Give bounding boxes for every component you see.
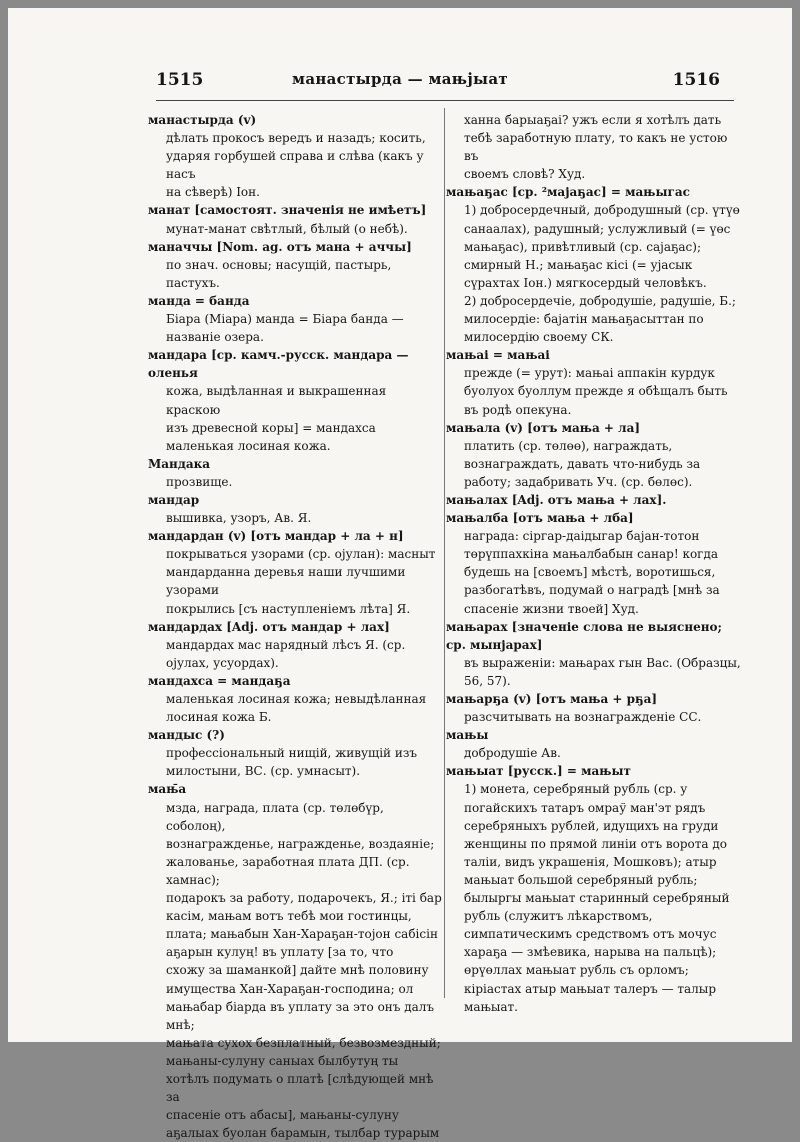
entry-definition-line: кіріастах атыр мањыат талеръ — талыр bbox=[464, 981, 717, 996]
entry-definition-line: плата; мањабын Хан-Хараҕан-тојон сабісін аҕарын кулуң! въ уплату [за то, что bbox=[166, 927, 438, 960]
entry-definition-line: маленькая лосиная кожа; невыдѣланная лосиная кожа Б. bbox=[166, 692, 427, 725]
dictionary-entry bbox=[446, 111, 742, 183]
dictionary-entry bbox=[148, 201, 444, 237]
header-rule bbox=[156, 100, 734, 101]
entry-definition-line: схожу за шаманкой] дайте мнѣ половину имущества Хан-Хараҕан-господина; ол мањабар біарда въ уплату за это онъ далъ мнѣ; bbox=[166, 963, 435, 1032]
entry-definition-line: прозвище. bbox=[166, 474, 233, 489]
dictionary-entry bbox=[148, 455, 444, 491]
entry-definition-line: мањата сухох безплатный, безвозмездный; bbox=[166, 1035, 441, 1050]
dictionary-entry bbox=[148, 491, 444, 527]
right-page-number: 1516 bbox=[672, 70, 720, 90]
entry-definition-line: касім, мањам вотъ тебѣ мои гостинцы, bbox=[166, 909, 412, 924]
dictionary-entry bbox=[446, 491, 742, 509]
entry-definition-line: ударяя горбушей справа и слѣва (какъ у насъ bbox=[166, 149, 424, 182]
entry-definition-line: мањаны-сулуну саныах былбутуң ты bbox=[166, 1053, 399, 1068]
dictionary-entry bbox=[148, 618, 444, 672]
entry-definition-line: хотѣлъ подумать о платѣ [слѣдующей мнѣ за bbox=[166, 1071, 434, 1105]
entry-headword: мандар bbox=[148, 492, 200, 507]
entry-headword: манастырда (v) bbox=[148, 113, 257, 127]
entry-headword: Мандака bbox=[148, 456, 211, 471]
dictionary-entry bbox=[148, 780, 444, 1142]
entry-definition-line: мањаҕас), привѣтливый (ср. сајаҕас); смирный Н.; мањаҕас кісі (= ујасык сүрахтах Іон.) мягкосердый человѣкъ. bbox=[464, 239, 707, 290]
entry-definition-line: маленькая лосиная кожа. bbox=[166, 438, 331, 453]
dictionary-entry bbox=[446, 509, 742, 618]
entry-definition-line: буолуох буоллум прежде я обѣщалъ быть bbox=[464, 384, 728, 399]
dictionary-entry bbox=[148, 672, 444, 726]
dictionary-entry bbox=[446, 762, 742, 1015]
entry-headword: мандара [ср. камч.-русск. мандара — оленья bbox=[148, 348, 409, 381]
dictionary-entry bbox=[148, 346, 444, 455]
entry-headword: мањарҕа (v) [отъ мања + рҕа] bbox=[446, 692, 658, 706]
entry-definition-line: въ выраженіи: мањарах гын Вас. (Образцы, bbox=[464, 655, 741, 670]
entry-definition-line: вознагражденье, награжденье, воздаяніе; жалованье, заработная плата ДП. (ср. хамнас); bbox=[166, 836, 435, 887]
entry-headword: мањы bbox=[446, 728, 489, 743]
entry-definition-line: прежде (= урут): мањаі аппакін курдук bbox=[464, 366, 715, 381]
left-column bbox=[148, 111, 444, 1142]
entry-definition-line: тебѣ заработную плату, то какъ не устою въ bbox=[464, 131, 728, 164]
dictionary-page bbox=[8, 8, 792, 1141]
entry-definition-line: изъ древесной коры] = мандахса bbox=[166, 420, 376, 435]
entry-definition-line: санаалах), радушный; услужливый (= үөс bbox=[464, 221, 731, 236]
entry-definition-line: вышивка, узоръ, Ав. Я. bbox=[166, 511, 312, 526]
entry-headword: манда = банда bbox=[148, 293, 250, 308]
dictionary-entry bbox=[446, 618, 742, 690]
entry-definition-line: названіе озера. bbox=[166, 330, 264, 345]
dictionary-entry bbox=[446, 419, 742, 491]
entry-definition-line: на сѣверѣ) Іон. bbox=[166, 185, 260, 200]
running-title: манастырда — мањјыат bbox=[291, 70, 508, 88]
entry-definition-line: въ родѣ опекуна. bbox=[464, 402, 572, 417]
entry-headword: мандардах [Adj. отъ мандар + лах] bbox=[148, 619, 390, 634]
dictionary-entry bbox=[148, 292, 444, 346]
entry-headword: мањалах [Adj. отъ мања + лах]. bbox=[446, 492, 667, 507]
page-header bbox=[8, 70, 792, 94]
entry-definition-line: добродушіе Ав. bbox=[464, 746, 561, 761]
dictionary-entry bbox=[148, 726, 444, 780]
entry-definition-line: ханна барыаҕаі? ужъ если я хотѣлъ дать bbox=[464, 113, 722, 127]
entry-definition-line: 1) монета, серебряный рубль (ср. у погайскихъ татаръ омраў ман'эт рядъ серебряныхъ рублей, идущихъ на груди женщины по прямой линіи отъ ворота до таліи, видъ украшенія, Мошковъ); атыр мањыат большой серебряный рубль; былыргы мањыат старинный серебряный рубль (служитъ лѣкарствомъ, симпатическимъ средствомъ отъ мочус хараҕа — змѣевика, нарыва на пальцѣ); өрүөллах мањыат рубль съ орломъ; bbox=[464, 782, 730, 978]
entry-definition-line: по знач. основы; насущій, пастырь, пастухъ. bbox=[166, 257, 392, 290]
entry-headword: мандардан (v) [отъ мандар + ла + н] bbox=[148, 529, 404, 544]
dictionary-entry bbox=[446, 183, 742, 346]
entry-definition-line: награда: сіргар-даідыгар бајан-тотон төрүппахкіна мањалбабын санар! когда будешь на [своемъ] мѣстѣ, воротишься, разбогатѣвъ, подумай о наградѣ [мнѣ за спасеніе жизни твоей] Худ. bbox=[464, 529, 720, 616]
entry-headword: мандыс (?) bbox=[148, 728, 225, 743]
entry-definition-line: профессіональный нищій, живущій изъ милостыни, ВС. (ср. умнасыт). bbox=[166, 746, 418, 779]
entry-definition-line: покрываться узорами (ср. ојулан): масныт bbox=[166, 547, 436, 562]
entry-headword: манат [самостоят. значенія не имѣетъ] bbox=[148, 203, 427, 218]
entry-headword: мањала (v) [отъ мања + ла] bbox=[446, 420, 641, 435]
entry-headword: мањ̄а bbox=[148, 782, 187, 797]
entry-definition-line: мандардах мас нарядный лѣсъ Я. (ср. ојулах, усуордах). bbox=[166, 637, 406, 670]
entry-headword: мањаҕас [ср. ²мајаҕас] = мањыгас bbox=[446, 185, 690, 200]
entry-definition-line: спасеніе отъ абасы], мањаны-сулуну аҕалыах буолан барамын, тылбар турарым bbox=[166, 1108, 440, 1141]
entry-definition-line: 1) добросердечный, добродушный (ср. үтүө bbox=[464, 203, 740, 218]
dictionary-entry bbox=[446, 726, 742, 762]
entry-definition-line: мзда, награда, плата (ср. төлөбүр, соболоң), bbox=[166, 800, 384, 833]
right-column bbox=[446, 111, 742, 1016]
entry-headword: мањалба [отъ мања + лба] bbox=[446, 511, 634, 526]
entry-definition-line: своемъ словѣ? Худ. bbox=[464, 167, 586, 182]
entry-definition-line: мунат-манат свѣтлый, бѣлый (о небѣ). bbox=[166, 221, 408, 236]
dictionary-entry bbox=[446, 690, 742, 726]
entry-definition-line: платить (ср. төлөө), награждать, вознаграждать, давать что-нибудь за работу; задабривать Уч. (ср. бөлөс). bbox=[464, 438, 701, 489]
entry-definition-line: 56, 57). bbox=[464, 673, 511, 688]
dictionary-entry bbox=[148, 527, 444, 617]
column-divider bbox=[444, 108, 445, 998]
entry-definition-line: 2) добросердечіе, добродушіе, радушіе, Б.; милосердіе: бајатін мањаҕасыттан по милосердію своему СК. bbox=[464, 293, 736, 345]
entry-headword: мањаі = мањаі bbox=[446, 348, 550, 363]
entry-definition-line: кожа, выдѣланная и выкрашенная краскою bbox=[166, 384, 387, 417]
entry-definition-line: дѣлать прокосъ вередъ и назадъ; косить, bbox=[166, 131, 426, 146]
dictionary-entry bbox=[446, 346, 742, 418]
entry-definition-line: разсчитывать на вознагражденіе СС. bbox=[464, 710, 702, 725]
entry-headword: мандахса = мандаҕа bbox=[148, 673, 291, 688]
entry-definition-line: покрылись [съ наступленіемъ лѣта] Я. bbox=[166, 601, 411, 616]
dictionary-entry bbox=[148, 111, 444, 201]
entry-headword: мањарах [значеніе слова не выяснено; ср. мынјарах] bbox=[446, 619, 722, 652]
entry-headword: маначчы [Nom. ag. отъ мана + аччы] bbox=[148, 239, 412, 254]
entry-definition-line: подарокъ за работу, подарочекъ, Я.; іті бар bbox=[166, 891, 442, 906]
entry-definition-line: Біара (Міара) манда = Біара банда — bbox=[166, 312, 404, 327]
entry-headword: мањыат [русск.] = мањыт bbox=[446, 764, 631, 779]
dictionary-entry bbox=[148, 238, 444, 292]
entry-definition-line: мањыат. bbox=[464, 999, 518, 1014]
entry-definition-line: мандарданна деревья наши лучшими узорами bbox=[166, 565, 406, 598]
left-page-number: 1515 bbox=[156, 70, 204, 90]
